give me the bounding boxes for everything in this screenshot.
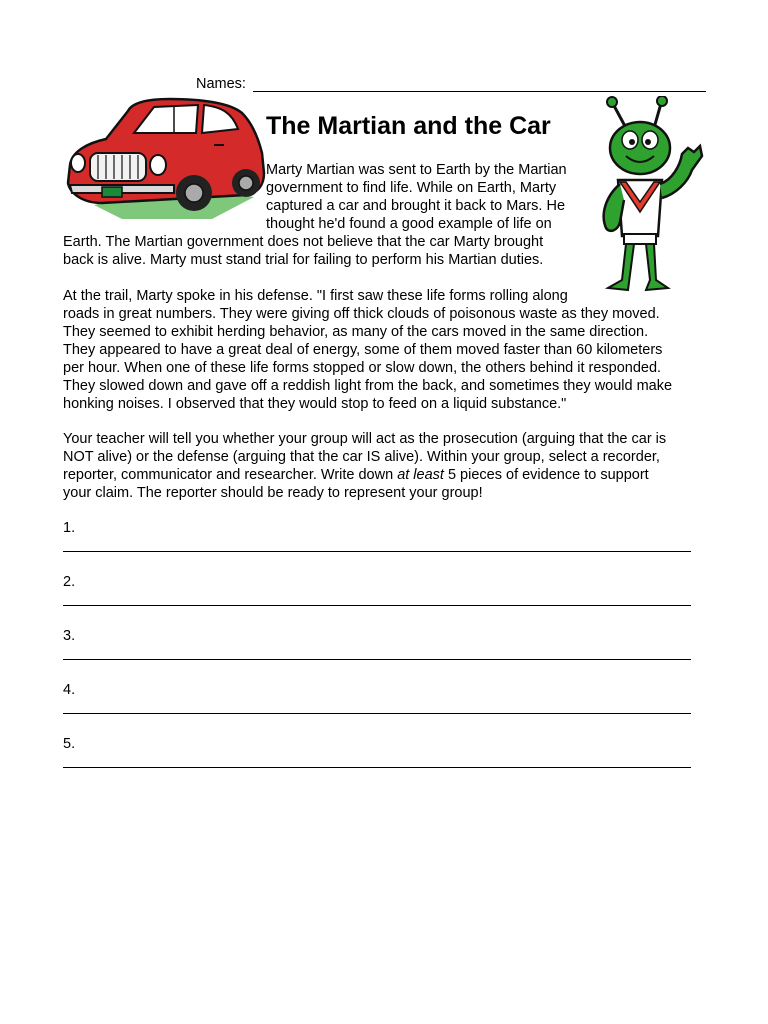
answer-line[interactable]	[63, 551, 691, 552]
answer-number: 4.	[63, 682, 76, 698]
names-label: Names:	[196, 76, 246, 92]
answer-number: 2.	[63, 574, 76, 590]
answer-line[interactable]	[63, 713, 691, 714]
instructions-line	[63, 466, 649, 484]
green-martian-illustration	[596, 96, 706, 298]
red-car-illustration	[62, 93, 268, 223]
defense-line: They appeared to have a great deal of energy, some of them moved faster than 60 kilometers	[63, 342, 663, 358]
names-blank-line[interactable]	[253, 91, 706, 92]
intro-line: captured a car and brought it back to Mars. He	[266, 198, 566, 214]
instructions-line: your claim. The reporter should be ready to represent your group!	[63, 485, 483, 501]
instructions-text: reporter, communicator and researcher. Write down	[63, 467, 398, 483]
names-field	[196, 75, 706, 93]
worksheet-title: The Martian and the Car	[266, 112, 551, 140]
instructions-text: 5 pieces of evidence to support	[443, 467, 649, 483]
intro-line: Earth. The Martian government does not believe that the car Marty brought	[63, 234, 544, 250]
defense-line: roads in great numbers. They were giving off thick clouds of poisonous waste as they moved.	[63, 306, 660, 322]
answer-line[interactable]	[63, 605, 691, 606]
defense-line: per hour. When one of these life forms stopped or slow down, the others behind it responded.	[63, 360, 662, 376]
instructions-line: Your teacher will tell you whether your group will act as the prosecution (arguing that the car is	[63, 431, 667, 447]
defense-line: They slowed down and gave off a reddish light from the back, and sometimes they would make	[63, 378, 673, 394]
intro-line: back is alive. Marty must stand trial for failing to perform his Martian duties.	[63, 252, 544, 268]
defense-line: They seemed to exhibit herding behavior, as many of the cars moved in the same direction.	[63, 324, 649, 340]
defense-line: At the trail, Marty spoke in his defense. "I first saw these life forms rolling along	[63, 288, 568, 304]
intro-line: thought he'd found a good example of life on	[266, 216, 552, 232]
answer-number: 3.	[63, 628, 76, 644]
defense-line: honking noises. I observed that they would stop to feed on a liquid substance."	[63, 396, 567, 412]
intro-line: government to find life. While on Earth, Marty	[266, 180, 557, 196]
answer-number: 1.	[63, 520, 76, 536]
instructions-line: NOT alive) or the defense (arguing that the car IS alive). Within your group, select a recorder,	[63, 449, 660, 465]
answer-number: 5.	[63, 736, 76, 752]
intro-line: Marty Martian was sent to Earth by the Martian	[266, 162, 567, 178]
instructions-emphasis: at least	[397, 467, 444, 483]
answer-line[interactable]	[63, 659, 691, 660]
answer-line[interactable]	[63, 767, 691, 768]
